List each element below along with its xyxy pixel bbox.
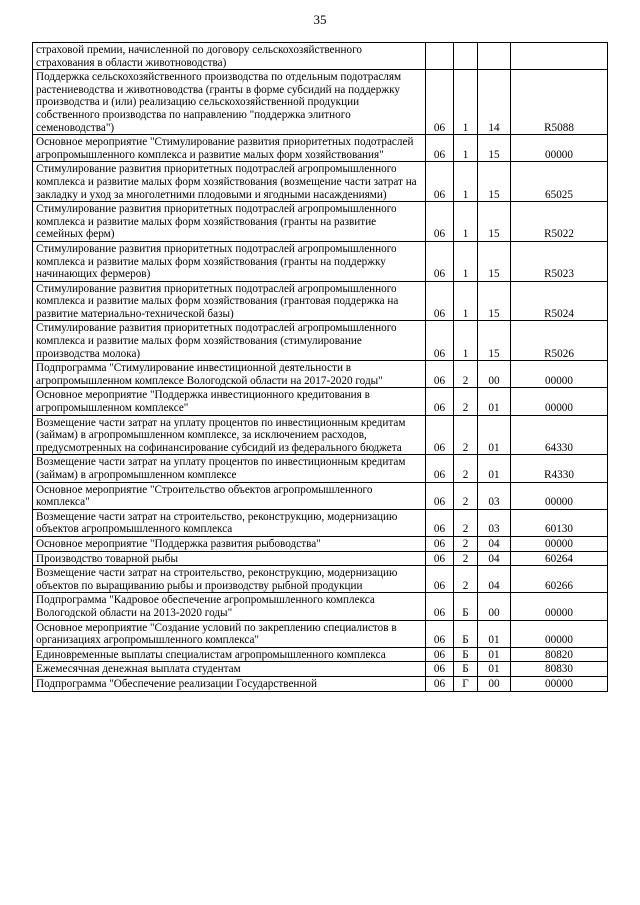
table-row <box>33 509 608 536</box>
direction-code-cell: 00000 <box>511 593 608 620</box>
table-row <box>33 321 608 361</box>
activity-code-cell: 14 <box>478 70 511 135</box>
table-row <box>33 593 608 620</box>
activity-code-cell: 04 <box>478 551 511 566</box>
direction-code-cell: 64330 <box>511 415 608 455</box>
direction-code-cell: R5022 <box>511 202 608 242</box>
direction-code-cell: 00000 <box>511 135 608 162</box>
subprogram-code-cell: 1 <box>454 202 478 242</box>
row-name-cell: Стимулирование развития приоритетных подотраслей агропромышленного комплекса и развитие малых форм хозяйствования (гранты на развитие семейных ферм) <box>33 202 426 242</box>
row-name-cell: Стимулирование развития приоритетных подотраслей агропромышленного комплекса и развитие малых форм хозяйствования (стимулирование производства молока) <box>33 321 426 361</box>
activity-code-cell: 15 <box>478 281 511 321</box>
table-row <box>33 135 608 162</box>
row-name-cell: Возмещение части затрат на строительство, реконструкцию, модернизацию объектов по выращиванию рыбы и производству рыбной продукции <box>33 566 426 593</box>
direction-code-cell: 80820 <box>511 647 608 662</box>
subprogram-code-cell <box>454 43 478 70</box>
section-code-cell: 06 <box>426 321 454 361</box>
activity-code-cell: 15 <box>478 321 511 361</box>
row-name-cell: Стимулирование развития приоритетных подотраслей агропромышленного комплекса и развитие малых форм хозяйствования (грантовая поддержка на развитие материально-технической базы) <box>33 281 426 321</box>
subprogram-code-cell: 1 <box>454 321 478 361</box>
table-row <box>33 566 608 593</box>
subprogram-code-cell: 2 <box>454 509 478 536</box>
activity-code-cell: 04 <box>478 566 511 593</box>
section-code-cell: 06 <box>426 281 454 321</box>
section-code-cell: 06 <box>426 241 454 281</box>
table-row <box>33 676 608 691</box>
section-code-cell: 06 <box>426 202 454 242</box>
table-row <box>33 70 608 135</box>
row-name-cell: Подпрограмма "Стимулирование инвестиционной деятельности в агропромышленном комплексе Вологодской области на 2017-2020 годы" <box>33 361 426 388</box>
section-code-cell: 06 <box>426 162 454 202</box>
activity-code-cell: 03 <box>478 509 511 536</box>
direction-code-cell: 00000 <box>511 388 608 415</box>
subprogram-code-cell: Б <box>454 593 478 620</box>
row-name-cell: Возмещение части затрат на уплату процентов по инвестиционным кредитам (займам) в агропромышленном комплексе, за исключением расходов, предусмотренных на софинансирование субсидий из федерального бюджета <box>33 415 426 455</box>
direction-code-cell: R5024 <box>511 281 608 321</box>
section-code-cell: 06 <box>426 70 454 135</box>
direction-code-cell: 60130 <box>511 509 608 536</box>
row-name-cell: Подпрограмма "Обеспечение реализации Государственной <box>33 676 426 691</box>
section-code-cell: 06 <box>426 361 454 388</box>
direction-code-cell: 65025 <box>511 162 608 202</box>
subprogram-code-cell: 1 <box>454 135 478 162</box>
activity-code-cell: 15 <box>478 162 511 202</box>
section-code-cell: 06 <box>426 620 454 647</box>
table-row <box>33 281 608 321</box>
row-name-cell: Поддержка сельскохозяйственного производства по отдельным подотраслям растениеводства и животноводства (гранты в форме субсидий на поддержку производства и (или) реализацию сельскохозяйственной продукции собственного производства по направлению "поддержка элитного семеноводства") <box>33 70 426 135</box>
row-name-cell: Производство товарной рыбы <box>33 551 426 566</box>
row-name-cell: страховой премии, начисленной по договору сельскохозяйственного страхования в области животноводства) <box>33 43 426 70</box>
activity-code-cell: 00 <box>478 593 511 620</box>
subprogram-code-cell: 2 <box>454 536 478 551</box>
section-code-cell: 06 <box>426 536 454 551</box>
subprogram-code-cell: 2 <box>454 551 478 566</box>
activity-code-cell: 00 <box>478 676 511 691</box>
row-name-cell: Ежемесячная денежная выплата студентам <box>33 662 426 677</box>
table-row <box>33 388 608 415</box>
row-name-cell: Основное мероприятие "Поддержка инвестиционного кредитования в агропромышленном комплексе" <box>33 388 426 415</box>
activity-code-cell: 01 <box>478 388 511 415</box>
section-code-cell: 06 <box>426 455 454 482</box>
table-row <box>33 361 608 388</box>
subprogram-code-cell: 2 <box>454 361 478 388</box>
direction-code-cell: 00000 <box>511 620 608 647</box>
direction-code-cell: R5023 <box>511 241 608 281</box>
subprogram-code-cell: Б <box>454 620 478 647</box>
row-name-cell: Стимулирование развития приоритетных подотраслей агропромышленного комплекса и развитие малых форм хозяйствования (возмещение части затрат на закладку и уход за многолетними плодовыми и ягодными насаждениями) <box>33 162 426 202</box>
table-row <box>33 43 608 70</box>
row-name-cell: Единовременные выплаты специалистам агропромышленного комплекса <box>33 647 426 662</box>
section-code-cell: 06 <box>426 676 454 691</box>
activity-code-cell: 15 <box>478 135 511 162</box>
section-code-cell: 06 <box>426 551 454 566</box>
table-row <box>33 482 608 509</box>
subprogram-code-cell: 1 <box>454 281 478 321</box>
row-name-cell: Основное мероприятие "Строительство объектов агропромышленного комплекса" <box>33 482 426 509</box>
table-row <box>33 551 608 566</box>
row-name-cell: Возмещение части затрат на уплату процентов по инвестиционным кредитам (займам) в агропромышленном комплексе <box>33 455 426 482</box>
section-code-cell: 06 <box>426 509 454 536</box>
activity-code-cell: 01 <box>478 647 511 662</box>
section-code-cell: 06 <box>426 415 454 455</box>
activity-code-cell: 00 <box>478 361 511 388</box>
row-name-cell: Основное мероприятие "Поддержка развития рыбоводства" <box>33 536 426 551</box>
direction-code-cell: 60266 <box>511 566 608 593</box>
row-name-cell: Подпрограмма "Кадровое обеспечение агропромышленного комплекса Вологодской области на 2013-2020 годы" <box>33 593 426 620</box>
row-name-cell: Возмещение части затрат на строительство, реконструкцию, модернизацию объектов агропромышленного комплекса <box>33 509 426 536</box>
activity-code-cell: 01 <box>478 415 511 455</box>
subprogram-code-cell: 1 <box>454 70 478 135</box>
activity-code-cell: 15 <box>478 241 511 281</box>
section-code-cell: 06 <box>426 593 454 620</box>
activity-code-cell: 15 <box>478 202 511 242</box>
activity-code-cell: 01 <box>478 662 511 677</box>
table-row <box>33 662 608 677</box>
activity-code-cell: 01 <box>478 620 511 647</box>
direction-code-cell: 00000 <box>511 361 608 388</box>
section-code-cell: 06 <box>426 566 454 593</box>
section-code-cell: 06 <box>426 388 454 415</box>
direction-code-cell: 60264 <box>511 551 608 566</box>
direction-code-cell: 00000 <box>511 676 608 691</box>
row-name-cell: Основное мероприятие "Стимулирование развития приоритетных подотраслей агропромышленного комплекса и развитие малых форм хозяйствования" <box>33 135 426 162</box>
subprogram-code-cell: 1 <box>454 162 478 202</box>
page-number: 35 <box>313 12 327 27</box>
activity-code-cell: 01 <box>478 455 511 482</box>
table-row <box>33 536 608 551</box>
table-row <box>33 415 608 455</box>
section-code-cell: 06 <box>426 647 454 662</box>
table-row <box>33 455 608 482</box>
subprogram-code-cell: 2 <box>454 566 478 593</box>
table-row <box>33 647 608 662</box>
subprogram-code-cell: 2 <box>454 455 478 482</box>
table-row <box>33 162 608 202</box>
table-row <box>33 620 608 647</box>
subprogram-code-cell: 2 <box>454 415 478 455</box>
budget-classification-table <box>32 42 608 692</box>
direction-code-cell: R4330 <box>511 455 608 482</box>
subprogram-code-cell: Г <box>454 676 478 691</box>
activity-code-cell: 04 <box>478 536 511 551</box>
subprogram-code-cell: 2 <box>454 482 478 509</box>
section-code-cell: 06 <box>426 482 454 509</box>
direction-code-cell: R5088 <box>511 70 608 135</box>
row-name-cell: Основное мероприятие "Создание условий по закреплению специалистов в организациях агропромышленного комплекса" <box>33 620 426 647</box>
direction-code-cell: R5026 <box>511 321 608 361</box>
subprogram-code-cell: Б <box>454 662 478 677</box>
direction-code-cell <box>511 43 608 70</box>
direction-code-cell: 80830 <box>511 662 608 677</box>
table-row <box>33 202 608 242</box>
section-code-cell <box>426 43 454 70</box>
subprogram-code-cell: Б <box>454 647 478 662</box>
direction-code-cell: 00000 <box>511 482 608 509</box>
subprogram-code-cell: 2 <box>454 388 478 415</box>
direction-code-cell: 00000 <box>511 536 608 551</box>
table-row <box>33 241 608 281</box>
subprogram-code-cell: 1 <box>454 241 478 281</box>
row-name-cell: Стимулирование развития приоритетных подотраслей агропромышленного комплекса и развитие малых форм хозяйствования (гранты на поддержку начинающих фермеров) <box>33 241 426 281</box>
activity-code-cell: 03 <box>478 482 511 509</box>
activity-code-cell <box>478 43 511 70</box>
section-code-cell: 06 <box>426 135 454 162</box>
section-code-cell: 06 <box>426 662 454 677</box>
